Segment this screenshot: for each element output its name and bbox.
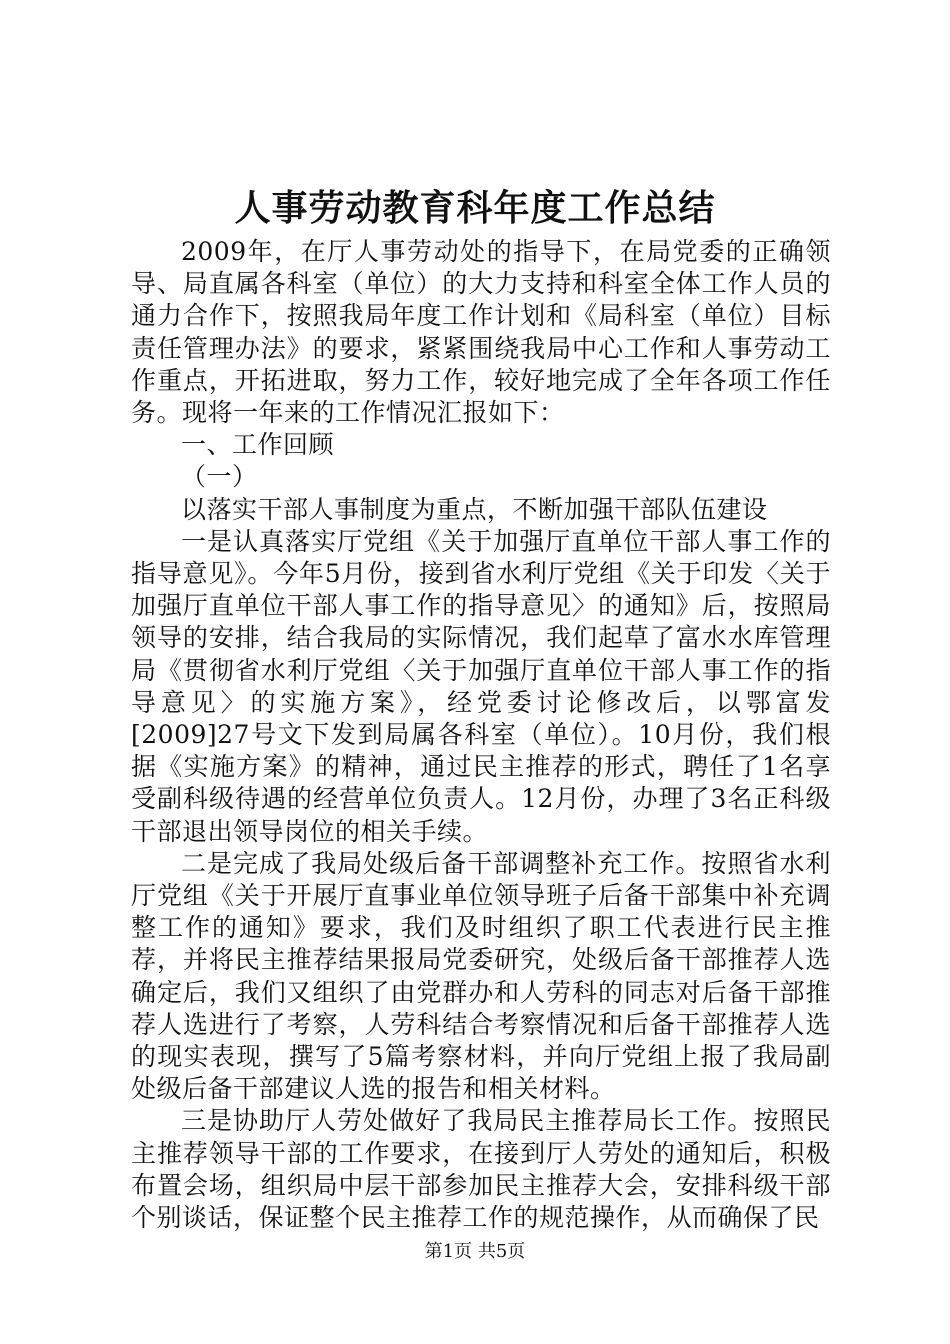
page-footer: 第1页 共5页 [424,1241,526,1262]
section-heading: 一、工作回顾 [181,430,335,460]
paragraph-item-2: 二是完成了我局处级后备干部调整补充工作。按照省水利厅党组《关于开展厅直事业单位领导班子后备干部集中补充调整工作的通知》要求，我们及时组织了职工代表进行民主推荐，并将民主推荐结果报局党委研究，处级后备干部推荐人选确定后，我们又组织了由党群办和人劳科的同志对后备干部推荐人选进行了考察，人劳科结合考察情况和后备干部推荐人选的现实表现，撰写了5篇考察材料，并向厅党组上报了我局副处级后备干部建议人选的报告和相关材料。 [131,848,831,1104]
paragraph-item-1: 一是认真落实厅党组《关于加强厅直单位干部人事工作的指导意见》。今年5月份，接到省水利厅党组《关于印发〈关于加强厅直单位干部人事工作的指导意见〉的通知》后，按照局领导的安排，结合我局的实际情况，我们起草了富水水库管理局《贯彻省水利厅党组〈关于加强厅直单位干部人事工作的指导意见〉的实施方案》，经党委讨论修改后，以鄂富发[2009]27号文下发到局属各科室（单位）。10月份，我们根据《实施方案》的精神，通过民主推荐的形式，聘任了1名享受副科级待遇的经营单位负责人。12月份，办理了3名正科级干部退出领导岗位的相关手续。 [131,526,831,846]
subsection-number: （一） [181,462,258,492]
document-title: 人事劳动教育科年度工作总结 [234,187,716,229]
paragraph-item-3: 三是协助厅人劳处做好了我局民主推荐局长工作。按照民主推荐领导干部的工作要求，在接到厅人劳处的通知后，积极布置会场，组织局中层干部参加民主推荐大会，安排科级干部个别谈话，保证整个民主推荐工作的规范操作，从而确保了民 [131,1106,831,1233]
document-body [131,236,831,1234]
paragraph-intro: 2009年，在厅人事劳动处的指导下，在局党委的正确领导、局直属各科室（单位）的大力支持和科室全体工作人员的通力合作下，按照我局年度工作计划和《局科室（单位）目标责任管理办法》的要求，紧紧围绕我局中心工作和人事劳动工作重点，开拓进取，努力工作，较好地完成了全年各项工作任务。现将一年来的工作情况汇报如下： [131,237,831,428]
subsection-heading: 以落实干部人事制度为重点，不断加强干部队伍建设 [181,494,768,524]
